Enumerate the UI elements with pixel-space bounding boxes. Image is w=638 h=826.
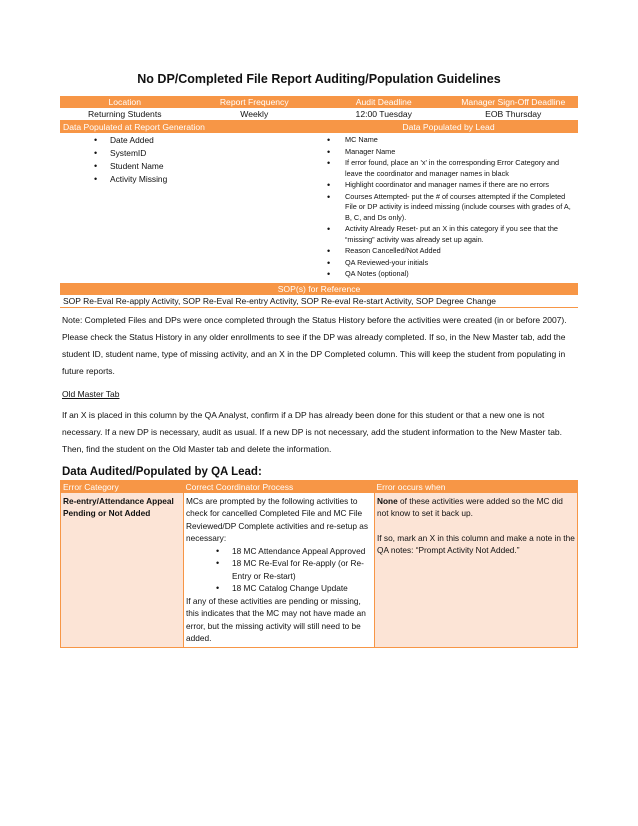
old-master-paragraph: If an X is placed in this column by the QA Analyst, confirm if a DP has already been done for this student or that a new one is not necessary. If a new DP is necessary, audit as usual. If a new DP is not necessary, add the student information to the New Master tab. Then, find the student on the Old Master tab and delete the information. (62, 409, 563, 454)
col-location: Location (108, 97, 141, 107)
col-error-occurs: Error occurs when (376, 481, 446, 492)
sop-header: SOP(s) for Reference (277, 283, 361, 294)
lead-list (319, 135, 578, 280)
cell-location: Returning Students (60, 108, 190, 121)
col-manager-signoff: Manager Sign-Off Deadline (461, 97, 566, 107)
col-audit-deadline: Audit Deadline (355, 97, 412, 107)
error-text-2: If so, mark an X in this column and make a note in the QA notes: “Prompt Activity Not Added.” (377, 532, 575, 555)
lead-item: • Manager Name (345, 147, 578, 158)
populated-header-row (60, 121, 578, 134)
col-error-category: Error Category (63, 481, 119, 492)
error-occurs-text (377, 495, 575, 520)
sop-header-row (60, 283, 578, 295)
lead-item: • QA Notes (optional) (345, 269, 578, 280)
gen-list-cell (60, 133, 319, 283)
populated-lists-row (60, 133, 578, 283)
gen-list (60, 135, 319, 185)
process-cell (184, 493, 375, 648)
error-text-1: of these activities were added so the MC did not know to set it back up. (377, 495, 563, 518)
gen-item: • Date Added (110, 135, 319, 146)
col-correct-process: Correct Coordinator Process (185, 481, 294, 492)
report-table (60, 96, 578, 308)
process-item: • 18 MC Catalog Change Update (232, 582, 372, 595)
page-title: No DP/Completed File Report Auditing/Population Guidelines (137, 72, 501, 86)
process-item: • 18 MC Re-Eval for Re-apply (or Re-Entry or Re-start) (232, 557, 372, 582)
note-paragraph: Note: Completed Files and DPs were once completed through the Status History before the activities were created (in or before 2007). Please check the Status History in any older enrollments to see if the DP was already completed. If so, in the New Master tab, add the student ID, student name, type of missing activity, and an X in the DP Completed column. This will keep the student from populating in future reports. (62, 314, 567, 376)
lead-item: • If error found, place an 'x' in the corresponding Error Category and leave the coordinator and manager names in black (345, 158, 578, 179)
process-list (186, 545, 372, 595)
error-none-bold: None (377, 495, 398, 506)
gen-item: • Student Name (110, 161, 319, 172)
error-table (60, 480, 578, 648)
section-heading: Data Audited/Populated by QA Lead: (62, 465, 262, 478)
gen-item: • Activity Missing (110, 174, 319, 185)
cell-audit-deadline: 12:00 Tuesday (319, 108, 449, 121)
process-item: • 18 MC Attendance Appeal Approved (232, 545, 372, 558)
error-category-cell: Re-entry/Attendance Appeal Pending or Not Added (61, 493, 184, 648)
sop-list-row (60, 295, 578, 308)
lead-item: • Highlight coordinator and manager names if there are no errors (345, 180, 578, 191)
sop-list: SOP Re-Eval Re-apply Activity, SOP Re-Eval Re-entry Activity, SOP Re-eval Re-start Activity, SOP Degree Change (60, 295, 578, 308)
old-master-heading: Old Master Tab (62, 388, 120, 399)
spacer (377, 520, 575, 532)
gen-header: Data Populated at Report Generation (63, 122, 205, 132)
lead-item: • MC Name (345, 135, 578, 146)
process-outro: If any of these activities are pending or missing, this indicates that the MC may not have made an error, but the missing activity will still need to be added. (186, 595, 366, 643)
lead-item: • QA Reviewed-your initials (345, 258, 578, 269)
lead-item: • Courses Attempted- put the # of courses attempted if the Completed File or DP activity is indeed missing (include courses with grades of A, B, C, and Ds only). (345, 192, 578, 224)
error-header-row (61, 480, 578, 493)
error-occurs-cell (375, 493, 578, 648)
lead-item: • Activity Already Reset- put an X in this category if you see that the “missing” activity was already set up again. (345, 224, 578, 245)
document-page (60, 72, 578, 648)
col-report-frequency: Report Frequency (219, 97, 289, 107)
report-data-row (60, 108, 578, 121)
report-header-row (60, 96, 578, 108)
cell-frequency: Weekly (190, 108, 320, 121)
error-row (61, 493, 578, 648)
lead-list-cell (319, 133, 578, 283)
lead-item: • Reason Cancelled/Not Added (345, 246, 578, 257)
process-intro: MCs are prompted by the following activities to check for cancelled Completed File and MC File Reviewed/DP Complete activities and re-setup as necessary: (186, 495, 369, 543)
lead-header: Data Populated by Lead (402, 122, 495, 132)
cell-signoff-deadline: EOB Thursday (449, 108, 579, 121)
gen-item: • SystemID (110, 148, 319, 159)
